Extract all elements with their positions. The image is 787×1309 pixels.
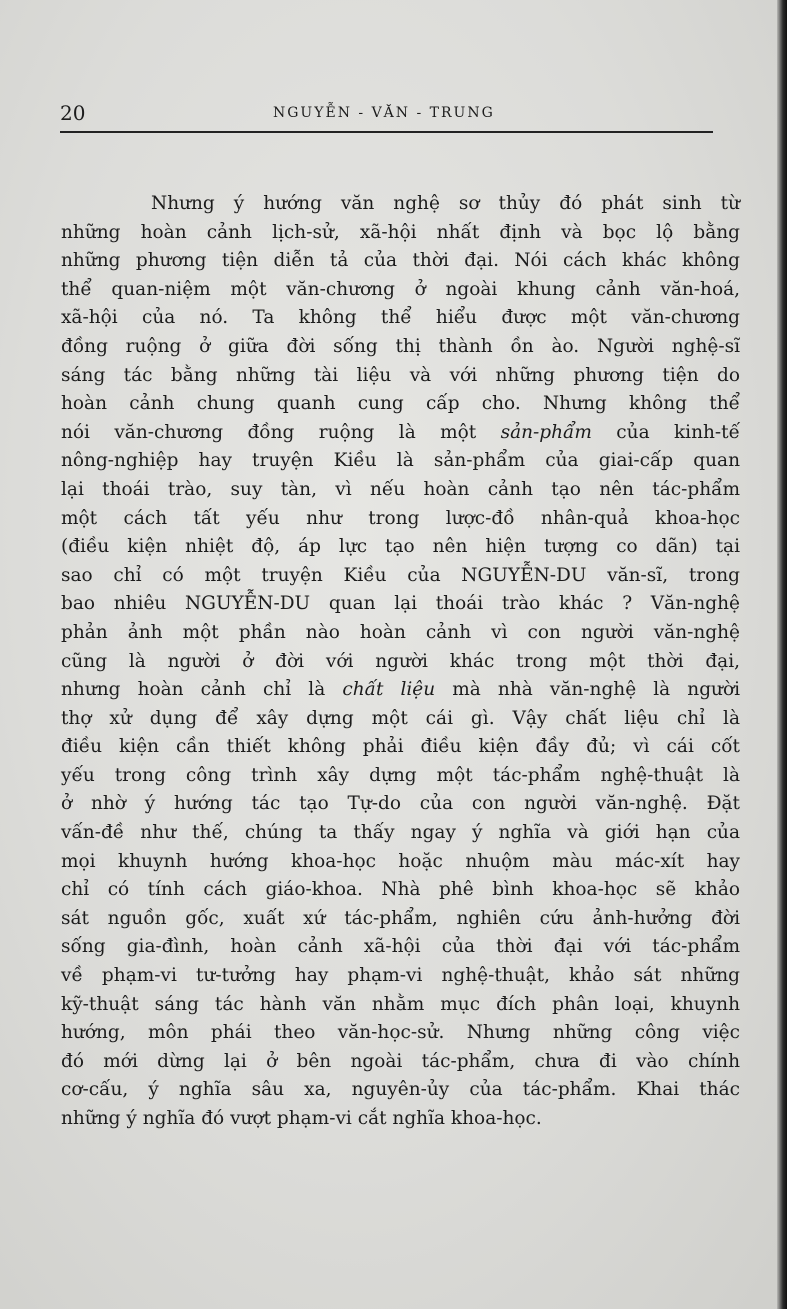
page-number: 20 bbox=[60, 101, 86, 125]
text-line: nông-nghiệp hay truyện Kiều là sản-phẩm của giai-cấp quan bbox=[61, 450, 740, 472]
text-line: Nhưng ý hướng văn nghệ sơ thủy đó phát sinh từ bbox=[151, 193, 740, 214]
text-line: ở nhờ ý hướng tác tạo Tự-do của con người văn-nghệ. Đặt bbox=[61, 793, 740, 815]
text-line: điều kiện cần thiết không phải điều kiện đầy đủ; vì cái cốt bbox=[61, 736, 740, 758]
text-line: những phương tiện diễn tả của thời đại. Nói cách khác không bbox=[61, 250, 740, 272]
text-line: những hoàn cảnh lịch-sử, xã-hội nhất định và bọc lộ bằng bbox=[61, 221, 740, 243]
text-line: (điều kiện nhiệt độ, áp lực tạo nên hiện tượng co dãn) tại bbox=[61, 536, 740, 558]
text-line: một cách tất yếu như trong lược-đồ nhân-quả khoa-học bbox=[61, 507, 740, 529]
text-line: sáng tác bằng những tài liệu và với những phương tiện do bbox=[61, 364, 740, 386]
text-line: sao chỉ có một truyện Kiều của NGUYỄN-DU văn-sĩ, trong bbox=[61, 564, 740, 586]
text-line: đó mới dừng lại ở bên ngoài tác-phẩm, chưa đi vào chính bbox=[61, 1050, 740, 1072]
text-line: kỹ-thuật sáng tác hành văn nhằm mục đích phân loại, khuynh bbox=[61, 993, 740, 1015]
running-title: NGUYỄN - VĂN - TRUNG bbox=[273, 105, 495, 121]
text-line: nói văn-chương đồng ruộng là một sản-phẩm của kinh-tế bbox=[61, 421, 741, 443]
text-line: chỉ có tính cách giáo-khoa. Nhà phê bình khoa-học sẽ khảo bbox=[61, 879, 740, 901]
text-line: yếu trong công trình xây dựng một tác-phẩm nghệ-thuật là bbox=[61, 764, 740, 786]
text-line: thể quan-niệm một văn-chương ở ngoài khung cảnh văn-hoá, bbox=[61, 278, 740, 300]
page-header bbox=[60, 100, 712, 130]
text-line: thợ xử dụng để xây dựng một cái gì. Vậy chất liệu chỉ là bbox=[61, 707, 740, 729]
body-text bbox=[61, 190, 740, 1134]
text-line: cơ-cấu, ý nghĩa sâu xa, nguyên-ủy của tác-phẩm. Khai thác bbox=[61, 1079, 740, 1101]
text-line: về phạm-vi tư-tưởng hay phạm-vi nghệ-thuật, khảo sát những bbox=[61, 965, 740, 987]
text-line: bao nhiêu NGUYỄN-DU quan lại thoái trào khác ? Văn-nghệ bbox=[61, 593, 740, 615]
text-line: sát nguồn gốc, xuất xứ tác-phẩm, nghiên cứu ảnh-hưởng đời bbox=[61, 907, 740, 929]
text-line: xã-hội của nó. Ta không thể hiểu được một văn-chương bbox=[61, 307, 740, 329]
text-line: phản ảnh một phần nào hoàn cảnh vì con người văn-nghệ bbox=[61, 621, 740, 643]
text-line: cũng là người ở đời với người khác trong một thời đại, bbox=[61, 650, 740, 672]
emphasized-term: chất liệu bbox=[342, 679, 436, 701]
page-edge-shadow bbox=[777, 0, 787, 1309]
text-line: đồng ruộng ở giữa đời sống thị thành ồn ào. Người nghệ-sĩ bbox=[61, 335, 740, 357]
text-line: hoàn cảnh chung quanh cung cấp cho. Nhưng không thể bbox=[61, 393, 740, 415]
emphasized-term: sản-phẩm bbox=[500, 421, 592, 443]
text-line: sống gia-đình, hoàn cảnh xã-hội của thời đại với tác-phẩm bbox=[61, 936, 740, 958]
text-line: lại thoái trào, suy tàn, vì nếu hoàn cảnh tạo nên tác-phẩm bbox=[61, 478, 740, 500]
header-rule bbox=[60, 131, 713, 133]
text-line: mọi khuynh hướng khoa-học hoặc nhuộm màu mác-xít hay bbox=[61, 850, 740, 872]
text-line: những ý nghĩa đó vượt phạm-vi cắt nghĩa khoa-học. bbox=[61, 1108, 542, 1129]
text-line: hướng, môn phái theo văn-học-sử. Nhưng những công việc bbox=[61, 1022, 740, 1044]
text-line: vấn-đề như thế, chúng ta thấy ngay ý nghĩa và giới hạn của bbox=[61, 822, 740, 844]
text-line: nhưng hoàn cảnh chỉ là chất liệu mà nhà văn-nghệ là người bbox=[61, 679, 741, 701]
